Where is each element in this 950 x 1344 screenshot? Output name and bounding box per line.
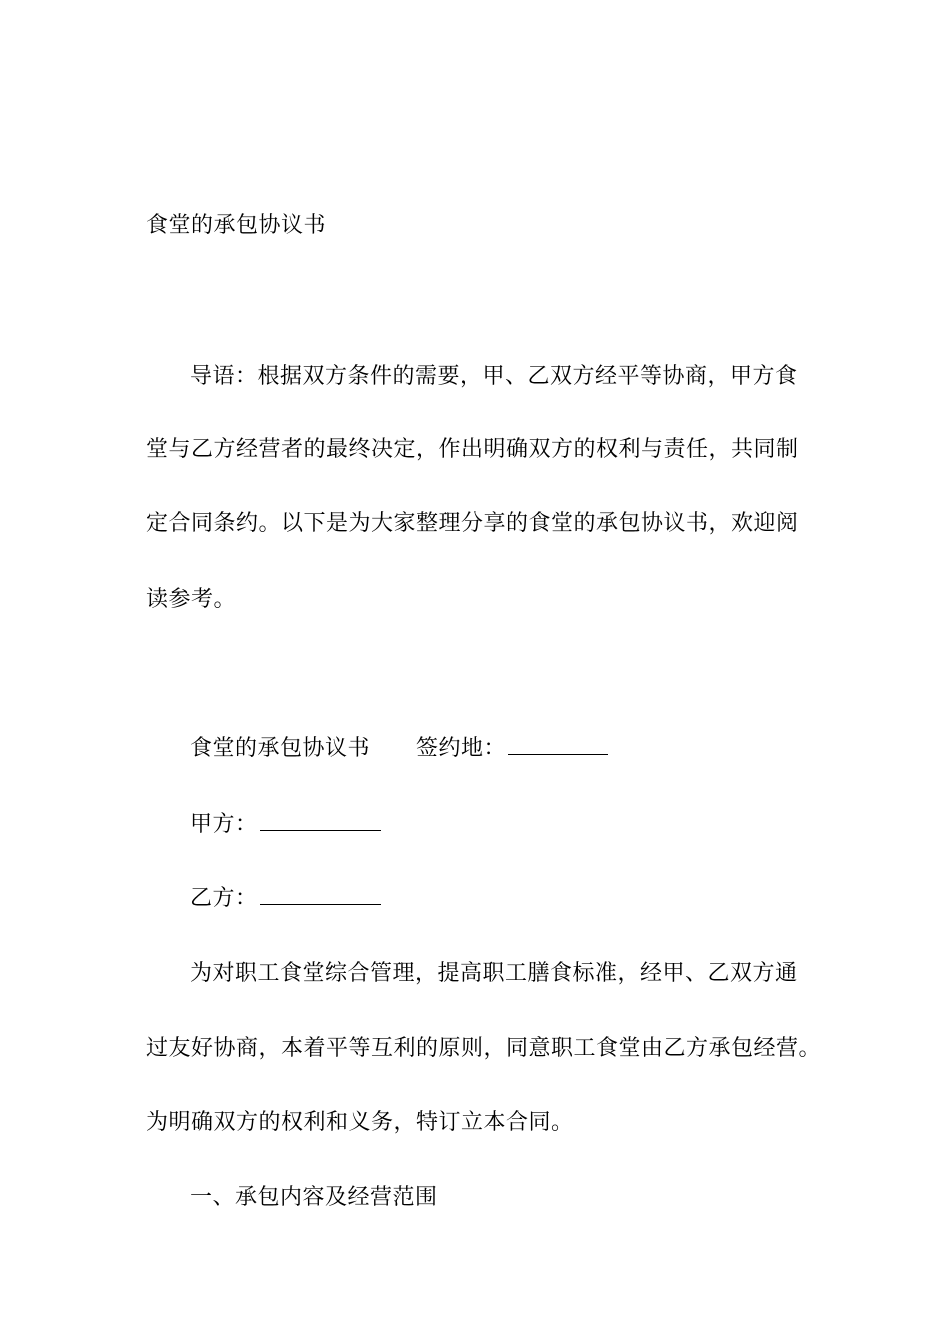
- signing-place-label: 签约地：: [416, 736, 507, 761]
- preamble-line-1: 为对职工食堂综合管理，提高职工膳食标准，经甲、乙双方通: [190, 961, 798, 986]
- preamble-line-2: 过友好协商，本着平等互利的原则，同意职工食堂由乙方承包经营。: [146, 1036, 822, 1061]
- preamble-line-3: 为明确双方的权利和义务，特订立本合同。: [146, 1110, 574, 1135]
- signing-place-blank[interactable]: [508, 734, 608, 755]
- intro-line-4: 读参考。: [146, 587, 237, 612]
- document-title: 食堂的承包协议书: [146, 213, 327, 238]
- party-b-label: 乙方：: [190, 886, 258, 911]
- section-1-heading: 一、承包内容及经营范围: [190, 1185, 438, 1210]
- party-a-row: [190, 810, 381, 840]
- party-a-blank[interactable]: [260, 810, 381, 831]
- intro-line-3: 定合同条约。以下是为大家整理分享的食堂的承包协议书，欢迎阅: [146, 511, 799, 536]
- contract-heading-row: [190, 734, 608, 764]
- intro-line-2: 堂与乙方经营者的最终决定，作出明确双方的权利与责任，共同制: [146, 437, 799, 462]
- intro-line-1: 导语：根据双方条件的需要，甲、乙双方经平等协商，甲方食: [190, 364, 798, 389]
- party-a-label: 甲方：: [190, 812, 258, 837]
- party-b-row: [190, 884, 381, 914]
- contract-heading: 食堂的承包协议书: [190, 736, 371, 761]
- party-b-blank[interactable]: [260, 884, 381, 905]
